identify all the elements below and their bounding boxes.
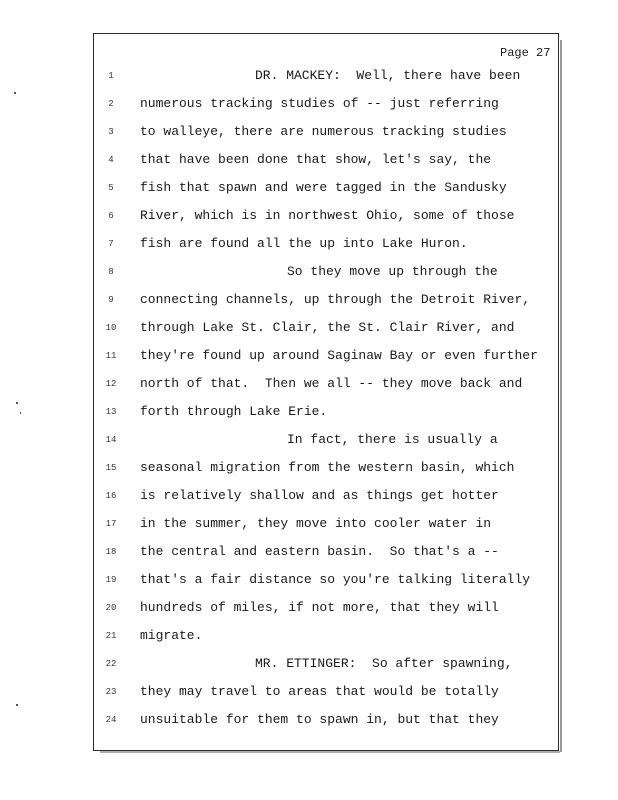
line-number: 16 [105,491,117,501]
transcript-line [100,598,555,618]
line-number: 11 [105,351,117,361]
line-number: 7 [108,239,114,249]
scan-speck [20,412,21,414]
transcript-line [100,682,555,702]
line-number: 21 [105,631,117,641]
line-text: connecting channels, up through the Detroit River, [140,292,531,307]
transcript-line [100,206,555,226]
transcript-line [100,710,555,730]
transcript-line [100,430,555,450]
line-text: north of that. Then we all -- they move back and [140,376,523,391]
line-text: MR. ETTINGER: So after spawning, [255,656,513,671]
line-text: In fact, there is usually a [287,432,498,447]
transcript-line [100,122,555,142]
transcript-line [100,458,555,478]
transcript-line [100,318,555,338]
scan-speck [16,402,18,404]
line-number: 2 [108,99,114,109]
line-text: is relatively shallow and as things get hotter [140,488,499,503]
line-number: 22 [105,659,117,669]
frame-shadow-right [560,40,562,752]
line-text: DR. MACKEY: Well, there have been [255,68,521,83]
line-number: 1 [108,71,114,81]
line-text: forth through Lake Erie. [140,404,328,419]
line-text: in the summer, they move into cooler water in [140,516,492,531]
scan-speck [16,704,18,706]
transcript-line [100,654,555,674]
transcript-line [100,542,555,562]
line-number: 10 [105,323,117,333]
page-number: Page 27 [500,46,551,60]
line-number: 15 [105,463,117,473]
line-text: numerous tracking studies of -- just referring [140,96,499,111]
line-number: 14 [105,435,117,445]
line-text: unsuitable for them to spawn in, but that they [140,712,499,727]
line-text: that have been done that show, let's say, the [140,152,492,167]
line-text: fish are found all the up into Lake Huron. [140,236,468,251]
line-text: migrate. [140,628,203,643]
scan-speck [14,92,16,94]
transcript-line [100,178,555,198]
line-text: fish that spawn and were tagged in the Sandusky [140,180,507,195]
transcript-line [100,150,555,170]
line-number: 24 [105,715,117,725]
transcript-line [100,66,555,86]
line-text: to walleye, there are numerous tracking studies [140,124,507,139]
line-number: 4 [108,155,114,165]
transcript-line [100,626,555,646]
transcript-line [100,402,555,422]
line-text: they may travel to areas that would be totally [140,684,499,699]
line-text: that's a fair distance so you're talking literally [140,572,531,587]
line-number: 17 [105,519,117,529]
transcript-line [100,94,555,114]
frame-shadow-bottom [100,751,560,753]
line-number: 20 [105,603,117,613]
line-text: through Lake St. Clair, the St. Clair River, and [140,320,515,335]
transcript-line [100,234,555,254]
transcript-line [100,290,555,310]
line-text: River, which is in northwest Ohio, some of those [140,208,515,223]
line-number: 19 [105,575,117,585]
line-number: 8 [108,267,114,277]
line-number: 18 [105,547,117,557]
transcript-line [100,346,555,366]
line-number: 13 [105,407,117,417]
line-number: 9 [108,295,114,305]
line-text: hundreds of miles, if not more, that they will [140,600,499,615]
line-text: So they move up through the [287,264,498,279]
line-number: 5 [108,183,114,193]
line-number: 6 [108,211,114,221]
transcript-line [100,486,555,506]
transcript-line [100,374,555,394]
transcript-line [100,514,555,534]
line-text: the central and eastern basin. So that's a -- [140,544,499,559]
line-text: seasonal migration from the western basin, which [140,460,515,475]
line-number: 12 [105,379,117,389]
line-number: 23 [105,687,117,697]
line-number: 3 [108,127,114,137]
line-text: they're found up around Saginaw Bay or even further [140,348,538,363]
transcript-line [100,262,555,282]
transcript-line [100,570,555,590]
